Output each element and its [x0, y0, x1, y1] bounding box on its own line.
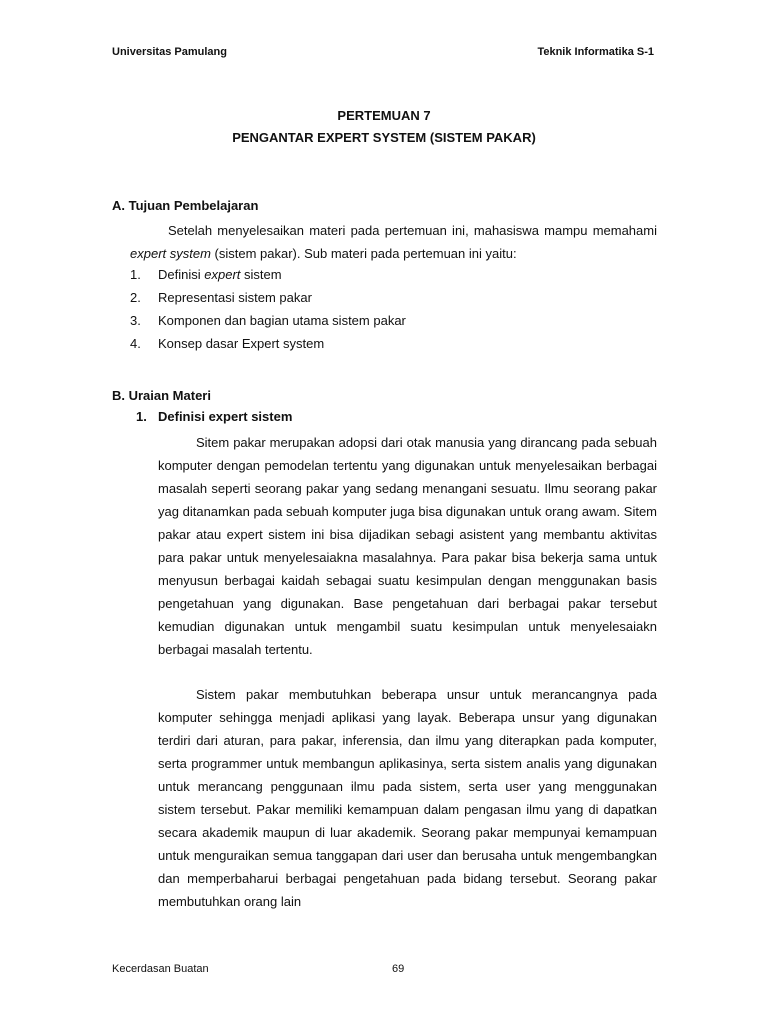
intro-emphasis: expert system — [130, 246, 211, 261]
list-item-number: 4. — [130, 336, 141, 351]
body-paragraph-2: Sistem pakar membutuhkan beberapa unsur untuk merancangnya pada komputer sehingga menjadi aplikasi yang layak. Beberapa unsur yang digunakan terdiri dari aturan, para pakar, inferensia, dan ilmu yang diterapkan pada komputer, serta programmer untuk membangun aplikasinya, serta sistem analis yang digunakan untuk merancang penggunaan ilmu pada sistem, serta user yang menggunakan sistem tersebut. Pakar memiliki kemampuan dalam pengasan ilmu yang di dapatkan secara akademik maupun di luar akademik. Seorang pakar mempunyai kemampuan untuk menguraikan semua tanggapan dari user dan berusaha untuk mengembangkan dan memperbaharui berbagai pengetahuan pada bidang tersebut. Seorang pakar membutuhkan orang lain — [158, 687, 657, 909]
subsection-title: Definisi expert sistem — [158, 409, 293, 424]
objectives-list — [130, 263, 657, 355]
list-item — [130, 286, 657, 309]
section-a-heading: A. Tujuan Pembelajaran — [112, 198, 259, 213]
page-number: 69 — [392, 963, 405, 975]
footer-course: Kecerdasan Buatan — [112, 963, 209, 975]
chapter-title: PENGANTAR EXPERT SYSTEM (SISTEM PAKAR) — [232, 130, 536, 145]
list-item — [130, 332, 657, 355]
list-item-text: Komponen dan bagian utama sistem pakar — [158, 313, 406, 328]
header-program: Teknik Informatika S-1 — [537, 46, 654, 58]
list-item-number: 2. — [130, 290, 141, 305]
header-university: Universitas Pamulang — [112, 46, 227, 58]
intro-text-end: (sistem pakar). Sub materi pada pertemuan ini yaitu: — [210, 246, 517, 261]
section-b-heading: B. Uraian Materi — [112, 388, 211, 403]
meeting-title: PERTEMUAN 7 — [337, 108, 431, 123]
list-item-number: 3. — [130, 313, 141, 328]
list-item-number: 1. — [130, 267, 141, 282]
body-paragraph-1: Sitem pakar merupakan adopsi dari otak manusia yang dirancang pada sebuah komputer dengan pemodelan tertentu yang digunakan untuk menyelesaikan berbagai masalah seperti seorang pakar yang sedang menangani sesuatu. Ilmu seorang pakar yag ditanamkan pada sebuah komputer juga bisa digunakan untuk orang awam. Sitem pakar atau expert sistem ini bisa dijadikan sebagi asistent yang membantu aktivitas para pakar untuk menyelesaiakna masalahnya. Para pakar bisa bekerja sama untuk menyusun berbagai kaidah sebagai suatu kesimpulan dengan menggunakan basis pengetahuan yang digunakan. Base pengetahuan dari berbagai pakar tersebut kemudian digunakan untuk mengambil suatu kesimpulan untuk menyelesaiakn berbagai masalah tertentu. — [158, 435, 657, 657]
subsection-number: 1. — [136, 409, 147, 424]
section-a-intro — [130, 219, 657, 265]
intro-text-start: Setelah menyelesaikan materi pada pertemuan ini, mahasiswa mampu memahami — [168, 223, 657, 238]
list-item-text: Definisi expert sistem — [158, 267, 282, 282]
subsection-1-heading — [136, 409, 292, 424]
list-item — [130, 263, 657, 286]
list-item — [130, 309, 657, 332]
list-item-text: Representasi sistem pakar — [158, 290, 312, 305]
list-item-text: Konsep dasar Expert system — [158, 336, 325, 351]
